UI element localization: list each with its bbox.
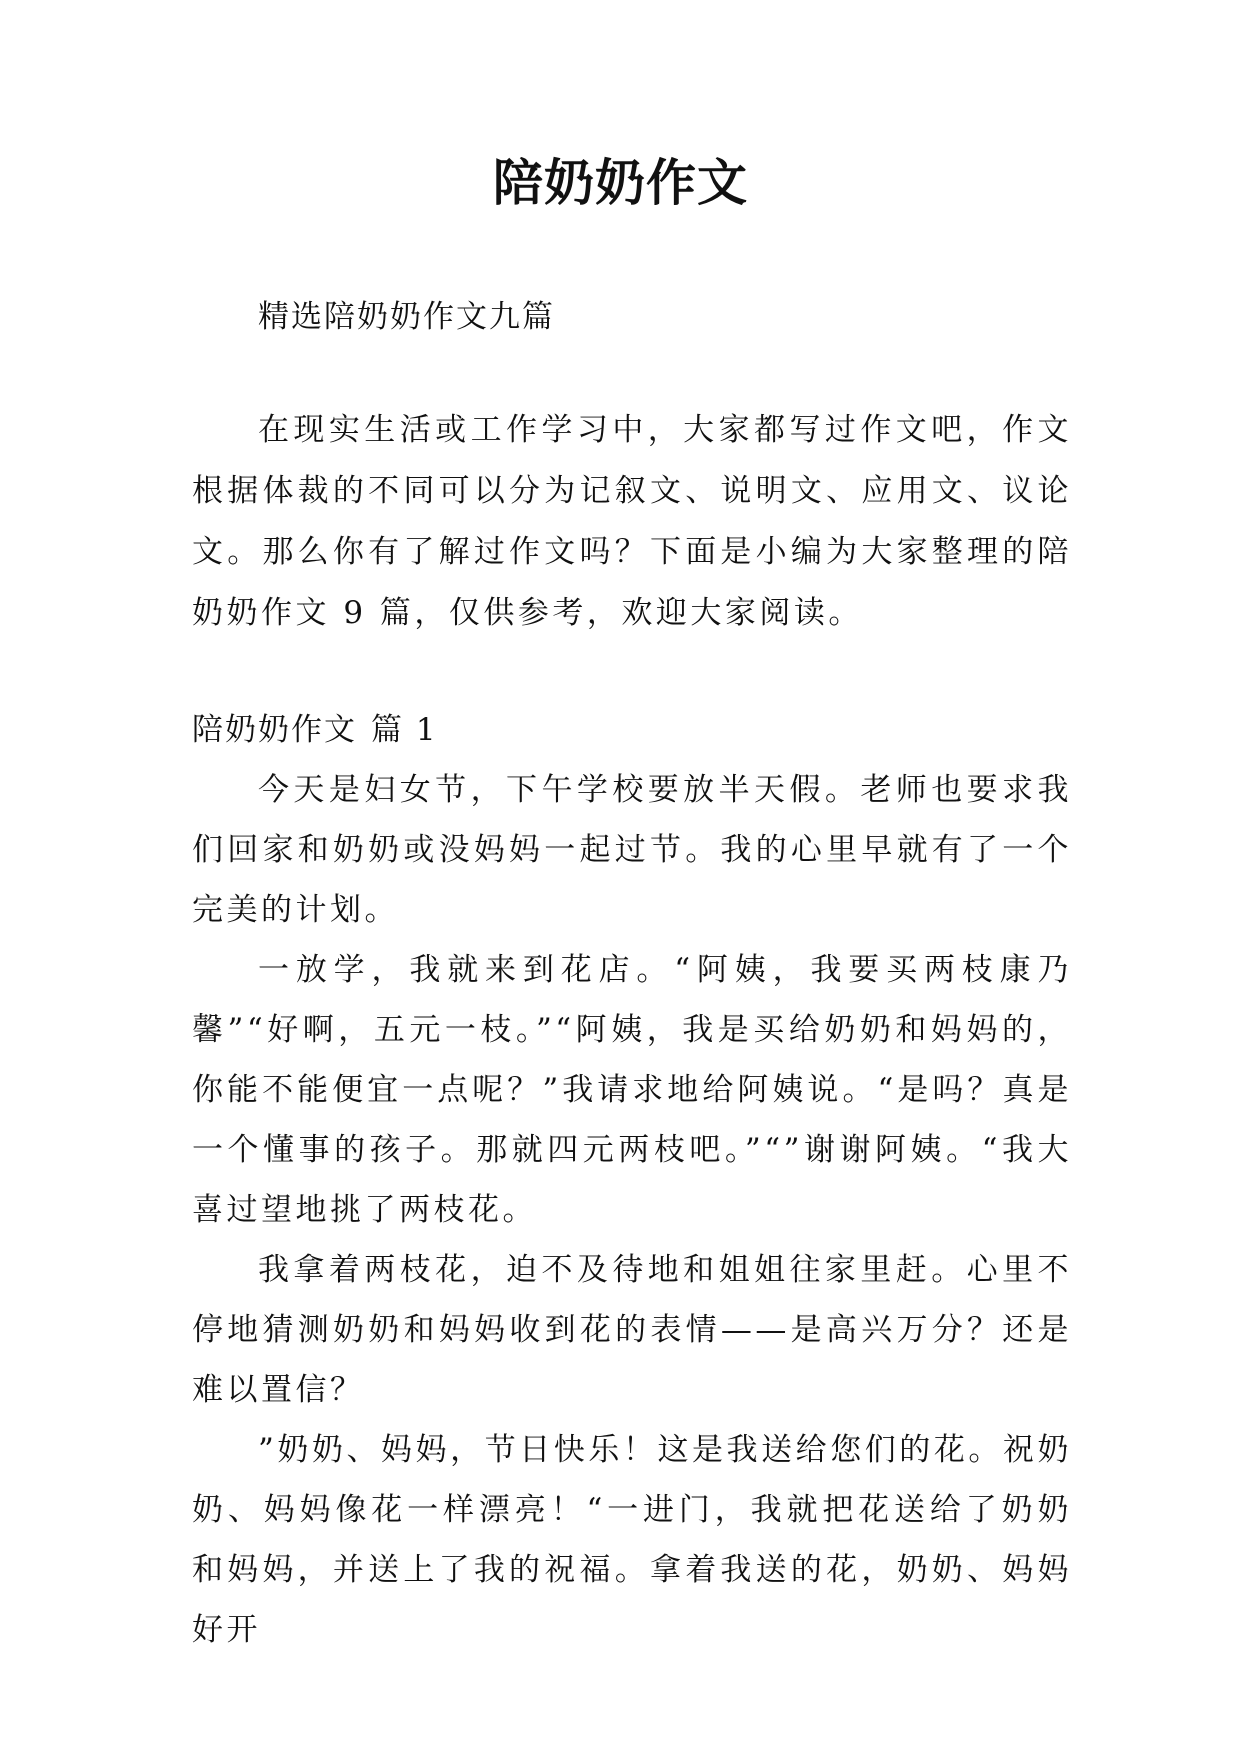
intro-block <box>192 400 1072 644</box>
intro-paragraph: 在现实生活或工作学习中，大家都写过作文吧，作文根据体裁的不同可以分为记叙文、说明文、应用文、议论文。那么你有了解过作文吗？下面是小编为大家整理的陪奶奶作文 9 篇，仅供参考，欢迎大家阅读。 <box>192 412 1072 631</box>
document-subtitle: 精选陪奶奶作文九篇 <box>258 299 555 335</box>
body-paragraph: 我拿着两枝花，迫不及待地和姐姐往家里赶。心里不停地猜测奶奶和妈妈收到花的表情——是高兴万分？还是难以置信？ <box>192 1252 1072 1408</box>
body-paragraph: ”奶奶、妈妈，节日快乐！这是我送给您们的花。祝奶奶、妈妈像花一样漂亮！“一进门，我就把花送给了奶奶和妈妈，并送上了我的祝福。拿着我送的花，奶奶、妈妈好开 <box>192 1432 1072 1648</box>
section-heading <box>192 700 1072 760</box>
body-paragraph: 一放学，我就来到花店。“阿姨，我要买两枝康乃馨”“好啊，五元一枝。”“阿姨，我是买给奶奶和妈妈的，你能不能便宜一点呢？”我请求地给阿姨说。“是吗？真是一个懂事的孩子。那就四元两枝吧。”“”谢谢阿姨。“我大喜过望地挑了两枝花。 <box>192 952 1072 1228</box>
body-paragraph: 今天是妇女节，下午学校要放半天假。老师也要求我们回家和奶奶或没妈妈一起过节。我的心里早就有了一个完美的计划。 <box>192 772 1072 928</box>
section-heading-number: 篇 1 <box>371 712 438 748</box>
section-heading-title: 陪奶奶作文 <box>192 712 357 748</box>
essay-section-1 <box>192 700 1072 1660</box>
document-title: 陪奶奶作文 <box>493 153 748 212</box>
